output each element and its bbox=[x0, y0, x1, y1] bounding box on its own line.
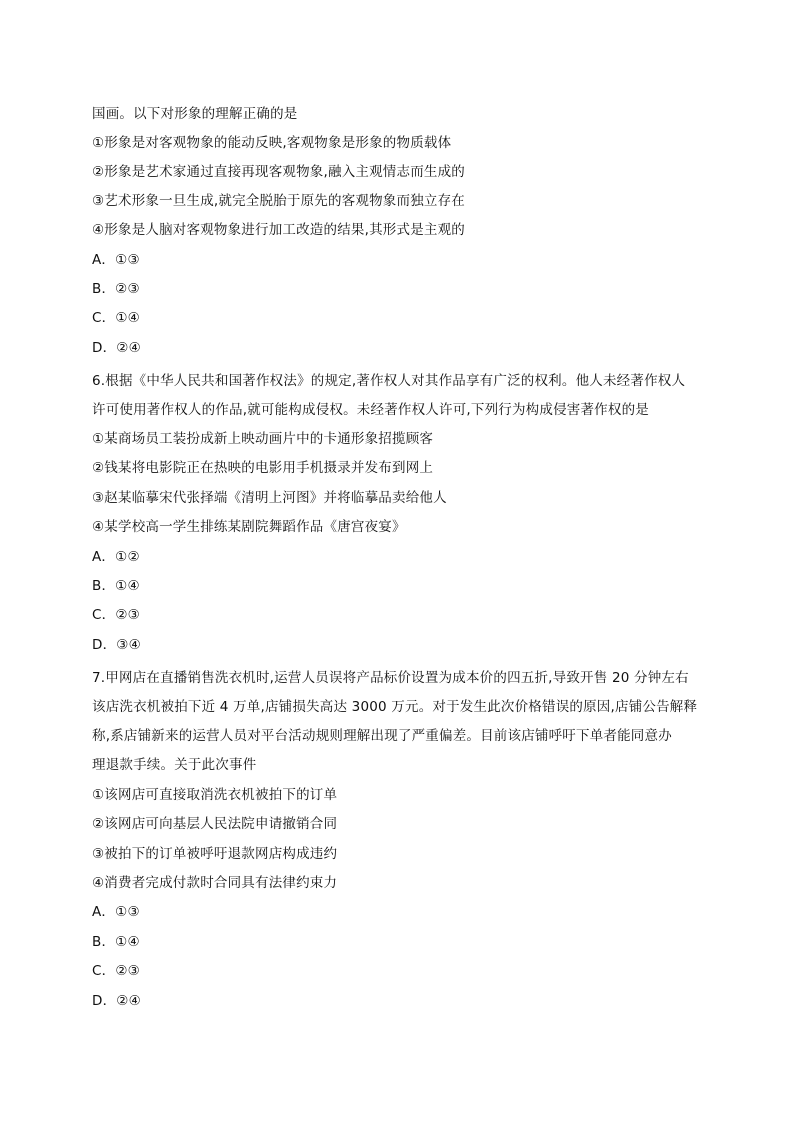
q7-option-a: A．①③ bbox=[92, 904, 140, 920]
q6-stem-line-2: 许可使用著作权人的作品,就可能构成侵权。未经著作权人许可,下列行为构成侵害著作权的是 bbox=[92, 402, 649, 418]
q7-statement-1: ①该网店可直接取消洗衣机被拍下的订单 bbox=[92, 787, 338, 803]
q6-statement-4: ④某学校高一学生排练某剧院舞蹈作品《唐宫夜宴》 bbox=[92, 519, 406, 535]
q7-stem-line-4: 理退款手续。关于此次事件 bbox=[92, 757, 257, 773]
q6-option-a: A．①② bbox=[92, 549, 140, 565]
q6-option-b: B．①④ bbox=[92, 578, 140, 594]
q6-option-c: C．②③ bbox=[92, 607, 140, 623]
statement-1: ①形象是对客观物象的能动反映,客观物象是形象的物质载体 bbox=[92, 135, 452, 151]
statement-3: ③艺术形象一旦生成,就完全脱胎于原先的客观物象而独立存在 bbox=[92, 193, 465, 209]
q7-statement-4: ④消费者完成付款时合同具有法律约束力 bbox=[92, 875, 338, 891]
question-stem-tail: 国画。以下对形象的理解正确的是 bbox=[92, 106, 298, 122]
option-c: C．①④ bbox=[92, 310, 140, 326]
q7-stem-line-2: 该店洗衣机被拍下近 4 万单,店铺损失高达 3000 万元。对于发生此次价格错误的原因,店铺公告解释 bbox=[92, 699, 698, 715]
q7-stem-line-1: 7.甲网店在直播销售洗衣机时,运营人员误将产品标价设置为成本价的四五折,导致开售 20 分钟左右 bbox=[92, 670, 689, 686]
option-a: A．①③ bbox=[92, 252, 140, 268]
statement-2: ②形象是艺术家通过直接再现客观物象,融入主观情志而生成的 bbox=[92, 164, 465, 180]
q6-statement-3: ③赵某临摹宋代张择端《清明上河图》并将临摹品卖给他人 bbox=[92, 490, 447, 506]
q6-statement-1: ①某商场员工装扮成新上映动画片中的卡通形象招揽顾客 bbox=[92, 431, 434, 447]
q7-option-d: D．②④ bbox=[92, 993, 141, 1009]
q6-option-d: D．③④ bbox=[92, 637, 141, 653]
q6-statement-2: ②钱某将电影院正在热映的电影用手机摄录并发布到网上 bbox=[92, 460, 434, 476]
option-d: D．②④ bbox=[92, 340, 141, 356]
statement-4: ④形象是人脑对客观物象进行加工改造的结果,其形式是主观的 bbox=[92, 222, 465, 238]
q6-stem-line-1: 6.根据《中华人民共和国著作权法》的规定,著作权人对其作品享有广泛的权利。他人未经著作权人 bbox=[92, 373, 686, 389]
q7-stem-line-3: 称,系店铺新来的运营人员对平台活动规则理解出现了严重偏差。目前该店铺呼吁下单者能同意办 bbox=[92, 728, 672, 744]
q7-option-c: C．②③ bbox=[92, 963, 140, 979]
q7-statement-3: ③被拍下的订单被呼吁退款网店构成违约 bbox=[92, 846, 338, 862]
option-b: B．②③ bbox=[92, 281, 140, 297]
q7-statement-2: ②该网店可向基层人民法院申请撤销合同 bbox=[92, 816, 338, 832]
q7-option-b: B．①④ bbox=[92, 934, 140, 950]
